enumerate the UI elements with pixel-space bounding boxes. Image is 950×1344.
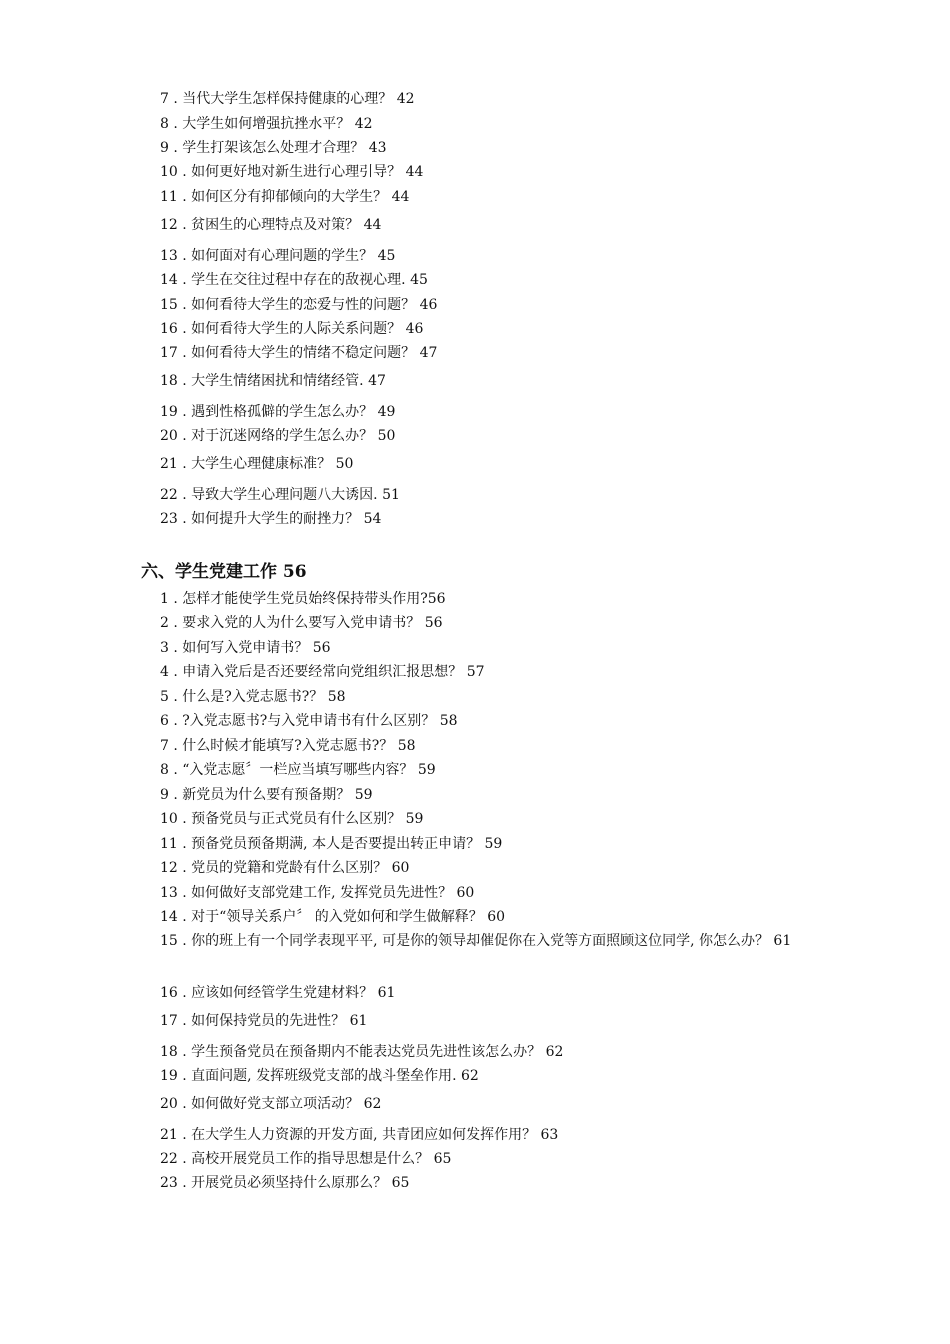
toc-item: 14 . 对于“领导关系户〞 的入党如何和学生做解释？ 60 — [160, 909, 506, 925]
toc-item: 8 . “入党志愿〞一栏应当填写哪些内容？ 59 — [160, 762, 436, 778]
toc-item: 8 . 大学生如何增强抗挫水平？ 42 — [160, 116, 373, 132]
toc-item: 20 . 对于沉迷网络的学生怎么办？ 50 — [160, 428, 396, 444]
toc-item: 15 . 如何看待大学生的恋爱与性的问题？ 46 — [160, 297, 438, 313]
toc-item: 14 . 学生在交往过程中存在的敌视心理. 45 — [160, 272, 428, 288]
toc-item: 15 . 你的班上有一个同学表现平平, 可是你的领导却催促你在入党等方面照顾这位同学, 你怎么办？ 61 — [160, 933, 792, 949]
toc-item: 13 . 如何做好支部党建工作, 发挥党员先进性？ 60 — [160, 885, 475, 901]
toc-item: 7 . 当代大学生怎样保持健康的心理？ 42 — [160, 91, 415, 107]
toc-item: 17 . 如何保持党员的先进性？ 61 — [160, 1013, 368, 1029]
toc-item: 21 . 大学生心理健康标准？ 50 — [160, 456, 354, 472]
toc-item: 10 . 如何更好地对新生进行心理引导？ 44 — [160, 164, 424, 180]
toc-item: 23 . 开展党员必须坚持什么原那么？ 65 — [160, 1175, 410, 1191]
toc-item: 18 . 学生预备党员在预备期内不能表达党员先进性该怎么办？ 62 — [160, 1044, 564, 1060]
toc-item: 19 . 遇到性格孤僻的学生怎么办？ 49 — [160, 404, 396, 420]
toc-item: 17 . 如何看待大学生的情绪不稳定问题？ 47 — [160, 345, 438, 361]
toc-item: 2 . 要求入党的人为什么要写入党申请书？ 56 — [160, 615, 443, 631]
toc-item: 18 . 大学生情绪困扰和情绪经管. 47 — [160, 373, 386, 389]
toc-item: 19 . 直面问题, 发挥班级党支部的战斗堡垒作用. 62 — [160, 1068, 479, 1084]
toc-item: 20 . 如何做好党支部立项活动？ 62 — [160, 1096, 382, 1112]
toc-item: 16 . 如何看待大学生的人际关系问题？ 46 — [160, 321, 424, 337]
toc-item: 7 . 什么时候才能填写?入党志愿书?？ 58 — [160, 738, 416, 754]
section-heading: 六、学生党建工作 56 — [141, 562, 307, 582]
toc-item: 13 . 如何面对有心理问题的学生？ 45 — [160, 248, 396, 264]
toc-item: 22 . 导致大学生心理问题八大诱因. 51 — [160, 487, 400, 503]
toc-item: 11 . 如何区分有抑郁倾向的大学生？ 44 — [160, 189, 410, 205]
toc-item: 10 . 预备党员与正式党员有什么区别？ 59 — [160, 811, 424, 827]
toc-item: 1 . 怎样才能使学生党员始终保持带头作用?56 — [160, 591, 446, 607]
toc-item: 5 . 什么是?入党志愿书?？ 58 — [160, 689, 346, 705]
toc-item: 12 . 贫困生的心理特点及对策？ 44 — [160, 217, 382, 233]
toc-item: 12 . 党员的党籍和党龄有什么区别？ 60 — [160, 860, 410, 876]
toc-item: 3 . 如何写入党申请书？ 56 — [160, 640, 331, 656]
toc-item: 4 . 申请入党后是否还要经常向党组织汇报思想？ 57 — [160, 664, 485, 680]
toc-item: 11 . 预备党员预备期满, 本人是否要提出转正申请？ 59 — [160, 836, 503, 852]
toc-item: 9 . 学生打架该怎么处理才合理？ 43 — [160, 140, 387, 156]
toc-item: 16 . 应该如何经管学生党建材料？ 61 — [160, 985, 396, 1001]
toc-item: 22 . 高校开展党员工作的指导思想是什么？ 65 — [160, 1151, 452, 1167]
toc-item: 9 . 新党员为什么要有预备期？ 59 — [160, 787, 373, 803]
toc-item: 23 . 如何提升大学生的耐挫力？ 54 — [160, 511, 382, 527]
toc-item: 21 . 在大学生人力资源的开发方面, 共青团应如何发挥作用？ 63 — [160, 1127, 559, 1143]
toc-item: 6 . ?入党志愿书?与入党申请书有什么区别？ 58 — [160, 713, 458, 729]
